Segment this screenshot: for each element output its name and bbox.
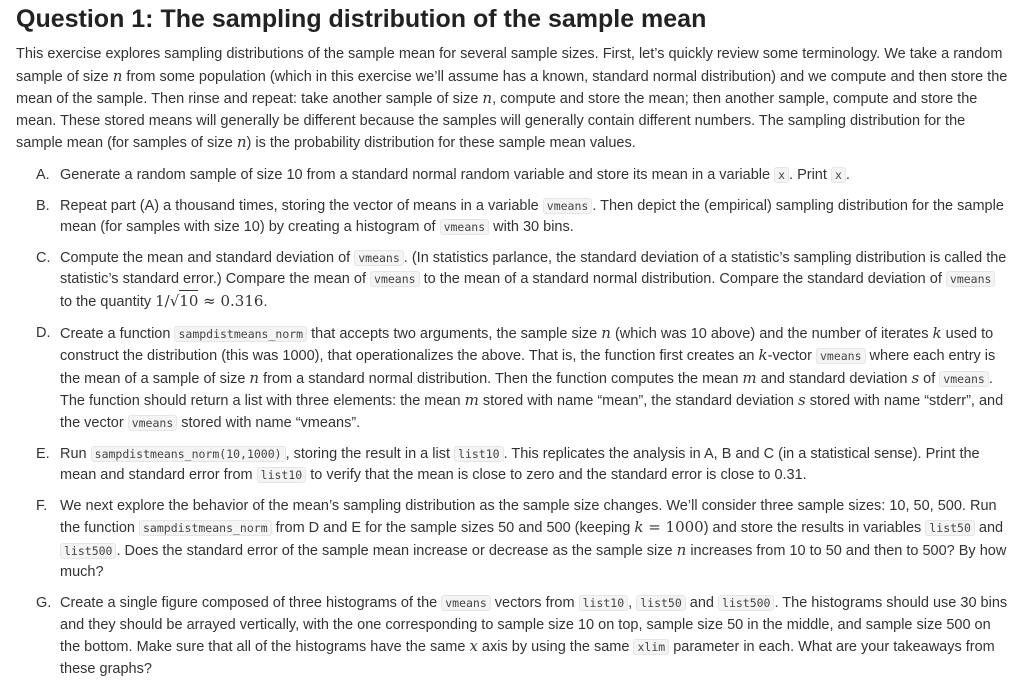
item-text: . Does the standard error of the sample mean increase or decrease as the sample size [116,542,677,559]
code-vmeans: vmeans [441,595,491,611]
item-text: . This replicates the analysis in A, B and C (in a statistical sense). Print the mean and standard error from [60,445,980,484]
code-list500: list500 [718,595,774,611]
task-item-b [16,196,1008,239]
code-list500: list500 [60,543,116,559]
intro-text: , compute and store the mean; then another sample, compute and store the mean. These stored means will generally be different because the samples will generally contain different numbers. The sampling distribution for the sample mean (for samples of size [16,91,978,152]
math-sqrt: √ [169,291,180,310]
math-n: n [676,540,687,559]
item-text: from D and E for the sample sizes 50 and 500 (keeping [271,520,635,537]
item-text: ) and store the results in variables [703,520,926,537]
item-text: to the mean of a standard normal distribution. Compare the standard deviation of [419,271,946,288]
code-list10: list10 [257,467,307,483]
math-n: n [249,368,260,387]
item-text: vectors from [490,595,579,612]
math-equals: = 1000 [643,518,704,537]
code-vmeans: vmeans [128,415,178,431]
code-vmeans: vmeans [543,198,593,214]
item-marker: D. [36,324,51,341]
code-vmeans: vmeans [946,271,996,287]
code-vmeans: vmeans [939,371,989,387]
task-item-d [16,323,1008,435]
math-s: s [798,391,806,410]
item-text: . (In statistics parlance, the standard deviation of a statistic’s sampling distribution is called the statistic’s standard error.) Compare the mean of [60,249,1007,288]
math-k: k [932,323,942,342]
item-text: axis by using the same [477,639,634,656]
code-vmeans: vmeans [370,271,420,287]
code-x: x [774,167,789,183]
item-text: . Then depict the (empirical) sampling distribution for the sample mean (for samples with size 10) by creating a histogram of [60,197,1004,236]
code-list10: list10 [454,446,504,462]
item-marker: C. [36,249,51,266]
intro-text: This exercise explores sampling distributions of the sample mean for several sample sizes. First, let’s quickly review some terminology. We take a random sample of size [16,46,1003,85]
math-radicand: 10 [179,291,199,310]
item-text: stored with name “mean”, the standard deviation [478,393,799,410]
math-x: x [469,637,478,656]
math-k: k [758,346,768,365]
task-item-e [16,444,1008,487]
item-text: . The histograms should use 30 bins and they should be arrayed vertically, with the one corresponding to sample size 10 on top, sample size 50 in the middle, and sample size 500 on the bottom. Make sure that all of the histograms have the same [60,595,1008,656]
item-text: . The function should return a list with three elements: the mean [60,370,993,410]
item-text: (which was 10 above) and the number of iterates [610,325,933,342]
item-text: stored with name “vmeans”. [177,414,361,431]
item-text: of [919,370,940,387]
task-list [16,165,1008,680]
code-vmeans: vmeans [354,250,404,266]
item-text: Run [60,445,91,462]
math-m: m [464,391,479,410]
item-text: Repeat part (A) a thousand times, storing the vector of means in a variable [60,197,543,214]
math-m: m [742,368,757,387]
item-text: and [974,520,1004,537]
item-text: parameter in each. What are your takeaways from these graphs? [60,639,995,677]
intro-text: from some population (which in this exercise we’ll assume has a known, standard normal distribution) and we compute and then store the mean of the sample. Then rinse and repeat: take another sample of size [16,68,1008,108]
item-text: used to construct the distribution (this was 1000), that operationalizes the above. That is, the function first creates an [60,325,994,365]
item-text: , [628,595,637,612]
item-text: We next explore the behavior of the mean’s sampling distribution as the sample size changes. We’ll consider three sample sizes: 10, 50, 500. Run the function [60,497,997,537]
item-text: . [845,166,850,183]
item-text: to the quantity [60,293,156,310]
item-marker: A. [36,166,50,183]
math-n: n [601,323,611,342]
intro-text: ) is the probability distribution for these sample mean values. [246,135,636,152]
item-text: . Print [789,166,831,183]
math-n: n [482,89,493,108]
item-text: Generate a random sample of size 10 from a standard normal random variable and store its mean in a variable [60,166,775,183]
item-text: stored with name “stderr”, and the vector [60,393,1004,431]
task-item-f [16,496,1008,584]
math-n: n [112,66,123,85]
code-vmeans: vmeans [816,348,866,364]
task-item-g [16,593,1008,680]
item-text: Compute the mean and standard deviation of [60,249,355,266]
code-x: x [831,167,846,183]
item-text: from a standard normal distribution. Then the function computes the mean [259,370,743,387]
intro-paragraph [16,44,1008,155]
code-function-name: sampdistmeans_norm [139,520,272,536]
code-xlim: xlim [633,639,669,655]
item-text: and [685,595,719,612]
item-text: that accepts two arguments, the sample size [307,325,602,342]
item-text: , storing the result in a list [285,445,455,462]
item-text: where each entry is the mean of a sample of size [60,348,996,387]
code-list50: list50 [636,595,686,611]
item-marker: E. [36,445,50,462]
math-k: k [634,518,644,537]
item-marker: G. [36,595,52,612]
item-text: Create a single figure composed of three histograms of the [60,595,442,612]
code-vmeans: vmeans [440,219,490,235]
math-n: n [236,133,247,152]
question-title: Question 1: The sampling distribution of the sample mean [16,5,707,33]
item-text: with 30 bins. [489,219,574,236]
item-marker: F. [36,497,48,514]
item-text: -vector [767,348,816,365]
task-item-a [16,165,1008,187]
task-item-c [16,248,1008,314]
item-text: Create a function [60,325,175,342]
item-text: to verify that the mean is close to zero and the standard error is close to 0.31. [306,467,807,484]
item-text: . [263,293,268,310]
code-list50: list50 [925,520,975,536]
code-list10: list10 [579,595,629,611]
math-one-over: 1/ [155,291,170,310]
math-approx: ≈ 0.316 [198,291,264,310]
item-marker: B. [36,197,50,214]
code-function-call: sampdistmeans_norm(10,1000) [91,446,286,462]
code-function-name: sampdistmeans_norm [174,326,307,342]
math-s: s [911,368,920,387]
item-text: increases from 10 to 50 and then to 500? By how much? [60,542,1007,581]
item-text: and standard deviation [756,370,912,387]
